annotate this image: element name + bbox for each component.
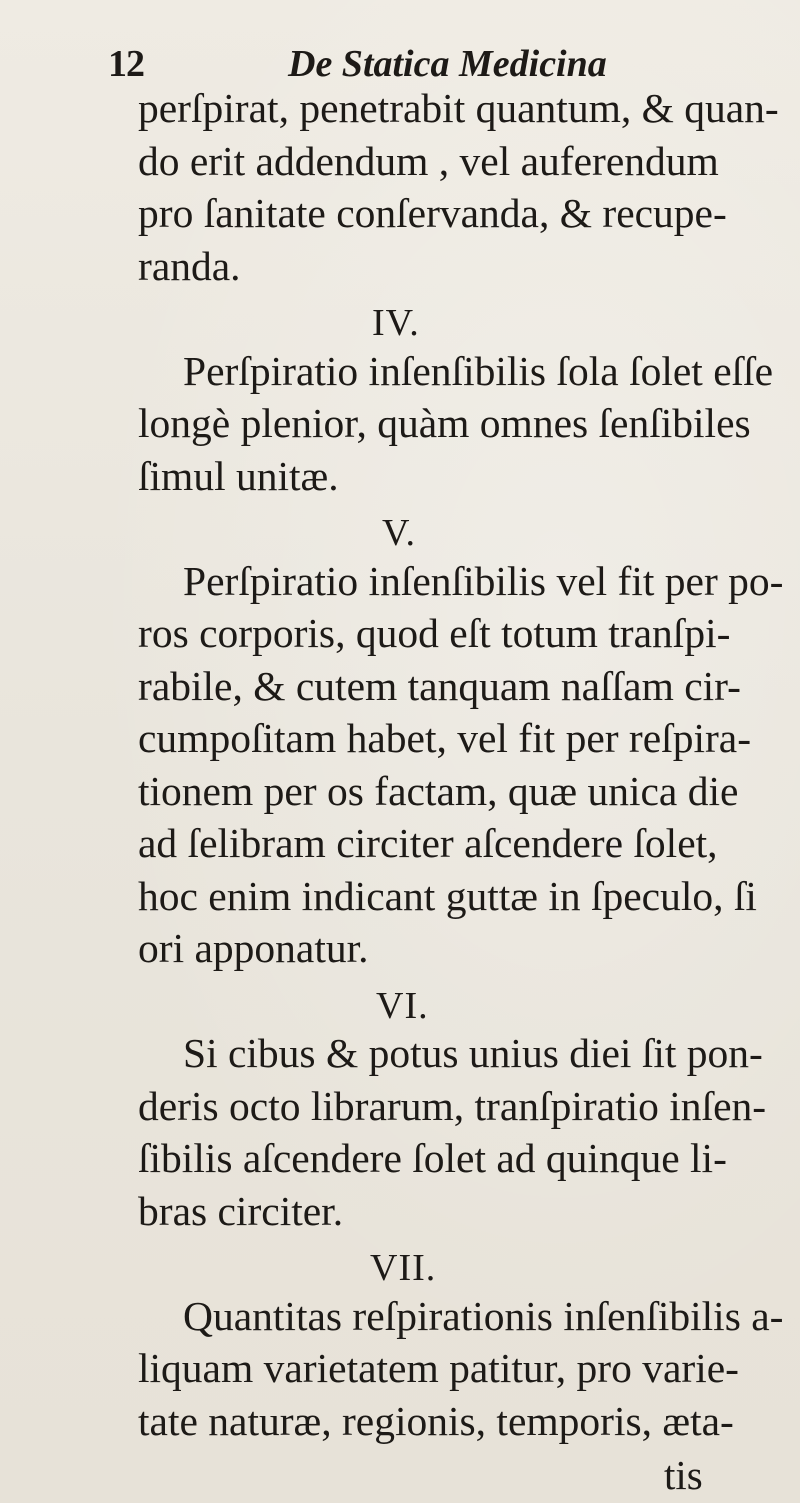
text-line: tate naturæ, regionis, temporis, æta- <box>138 1397 734 1444</box>
text-line: Perſpiratio inſenſibilis vel fit per po- <box>183 557 784 604</box>
text-line: longè plenior, quàm omnes ſenſibiles <box>138 400 751 446</box>
text-line: randa. <box>138 242 241 289</box>
text-line: liquam varietatem patitur, pro varie- <box>138 1345 740 1391</box>
text-line: perſpirat, penetrabit quantum, & quan- <box>138 85 779 131</box>
text-line: pro ſanitate conſervanda, & recupe- <box>138 190 727 236</box>
text-line: Si cibus & potus unius diei ſit pon- <box>183 1030 763 1076</box>
text-line: ſibilis aſcendere ſolet ad quinque li- <box>138 1135 727 1181</box>
text-line: ori apponatur. <box>138 925 369 971</box>
section-number-iv: IV. <box>372 302 420 344</box>
text-line: do erit addendum , vel auferendum <box>138 137 719 184</box>
catchword: tis <box>664 1452 703 1498</box>
section-number-v: V. <box>382 512 417 554</box>
text-line: rabile, & cutem tanquam naſſam cir- <box>138 662 741 709</box>
text-line: tionem per os factam, quæ unica die <box>138 767 739 814</box>
text-line: ſimul unitæ. <box>138 452 339 499</box>
text-line: ros corporis, quod eſt totum tranſpi- <box>138 610 731 656</box>
section-number-vii: VII. <box>370 1247 437 1289</box>
page-number: 12 <box>108 43 144 85</box>
text-line: cumpoſitam habet, vel fit per reſpira- <box>138 715 752 761</box>
text-line: deris octo librarum, tranſpiratio inſen- <box>138 1082 767 1129</box>
text-line: bras circiter. <box>138 1187 344 1234</box>
text-line: hoc enim indicant guttæ in ſpeculo, ſi <box>138 872 757 919</box>
text-line: Quantitas reſpirationis inſenſibilis a- <box>183 1292 784 1339</box>
section-number-vi: VI. <box>376 984 429 1027</box>
running-head: De Statica Medicina <box>288 43 607 85</box>
text-line: ad ſelibram circiter aſcendere ſolet, <box>138 820 718 866</box>
text-line: Perſpiratio inſenſibilis ſola ſolet eſſe <box>183 347 774 394</box>
